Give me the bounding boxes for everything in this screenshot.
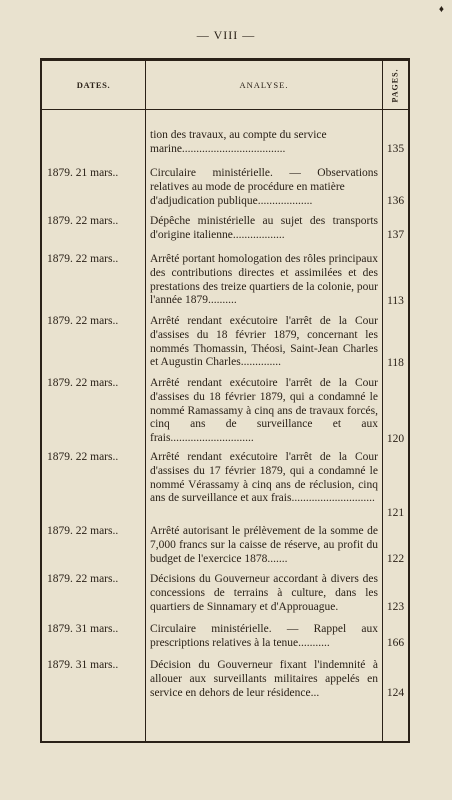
entry-page: 118 (387, 357, 404, 369)
entry-page: 124 (386, 687, 405, 699)
entry-date: 1879. 22 mars.. (47, 377, 119, 389)
entry-page: 135 (386, 143, 405, 155)
entry-date: 1879. 31 mars.. (47, 623, 119, 635)
entry-text: tion des travaux, au compte du service marine.................................... (150, 129, 327, 155)
entry-text: Circulaire ministérielle. — Observations relatives au mode de procédure en matière d'adjudication publique................... (150, 167, 378, 207)
entry-date: 1879. 22 mars.. (47, 315, 119, 327)
entry-text: Arrêté rendant exécutoire l'arrêt de la Cour d'assises du 18 février 1879, qui a condamné le nommé Ramassamy à cinq ans de travaux forcés, cinq ans de surveillance et aux frais............................. (150, 377, 378, 445)
entry-page: 137 (386, 229, 405, 241)
column-header-pages-label: PAGES. (391, 67, 401, 103)
entry-text: Arrêté rendant exécutoire l'arrêt de la Cour d'assises du 18 février 1879, concernant les nommés Thomassin, Théosi, Saint-Jean Charles et Augustin Charles.............. (150, 315, 378, 369)
corner-mark: ♦ (438, 4, 444, 15)
entry-page: 121 (386, 507, 405, 519)
entry-text: Décisions du Gouverneur accordant à divers des concessions de terrains à culture, dans les quartiers de Sinnamary et d'Approuague. (150, 573, 378, 613)
page-header: — VIII — (196, 28, 256, 42)
entry-page: 166 (386, 637, 405, 649)
entry-text: Arrêté rendant exécutoire l'arrêt de la Cour d'assises du 17 février 1879, qui a condamné le nommé Vérassamy à cinq ans de réclusion, cinq ans de surveillance et aux frais............................. (150, 451, 378, 505)
header-divider (42, 109, 408, 110)
entry-date: 1879. 22 mars.. (47, 215, 119, 227)
column-header-pages (383, 61, 408, 109)
entry-date: 1879. 22 mars.. (47, 451, 119, 463)
entry-text: Décision du Gouverneur fixant l'indemnité à allouer aux surveillants militaires appelés en service en dehors de leur résidence... (150, 659, 378, 699)
entry-text: Dépêche ministérielle au sujet des transports d'origine italienne.................. (150, 215, 378, 241)
entry-page: 122 (386, 553, 405, 565)
entry-page: 113 (387, 295, 404, 307)
entry-date: 1879. 22 mars.. (47, 525, 119, 537)
entry-date: 1879. 31 mars.. (47, 659, 119, 671)
column-header-dates: DATES. (76, 80, 111, 90)
index-table (40, 58, 410, 743)
entry-page: 136 (386, 195, 405, 207)
column-divider-dates (145, 61, 146, 741)
entry-text: Arrêté autorisant le prélèvement de la somme de 7,000 francs sur la caisse de réserve, au profit du budget de l'exercice 1878....... (150, 525, 378, 565)
entry-date: 1879. 22 mars.. (47, 253, 119, 265)
column-header-analyse: ANALYSE. (239, 80, 289, 90)
entry-date: 1879. 22 mars.. (47, 573, 119, 585)
entry-page: 123 (386, 601, 405, 613)
entry-text: Circulaire ministérielle. — Rappel aux prescriptions relatives à la tenue........... (150, 623, 378, 649)
entry-date: 1879. 21 mars.. (47, 167, 119, 179)
entry-page: 120 (386, 433, 405, 445)
entry-text: Arrêté portant homologation des rôles principaux des contributions directes et assimilées et des prestations des treize quartiers de la colonie, pour l'année 1879.......... (150, 253, 379, 307)
